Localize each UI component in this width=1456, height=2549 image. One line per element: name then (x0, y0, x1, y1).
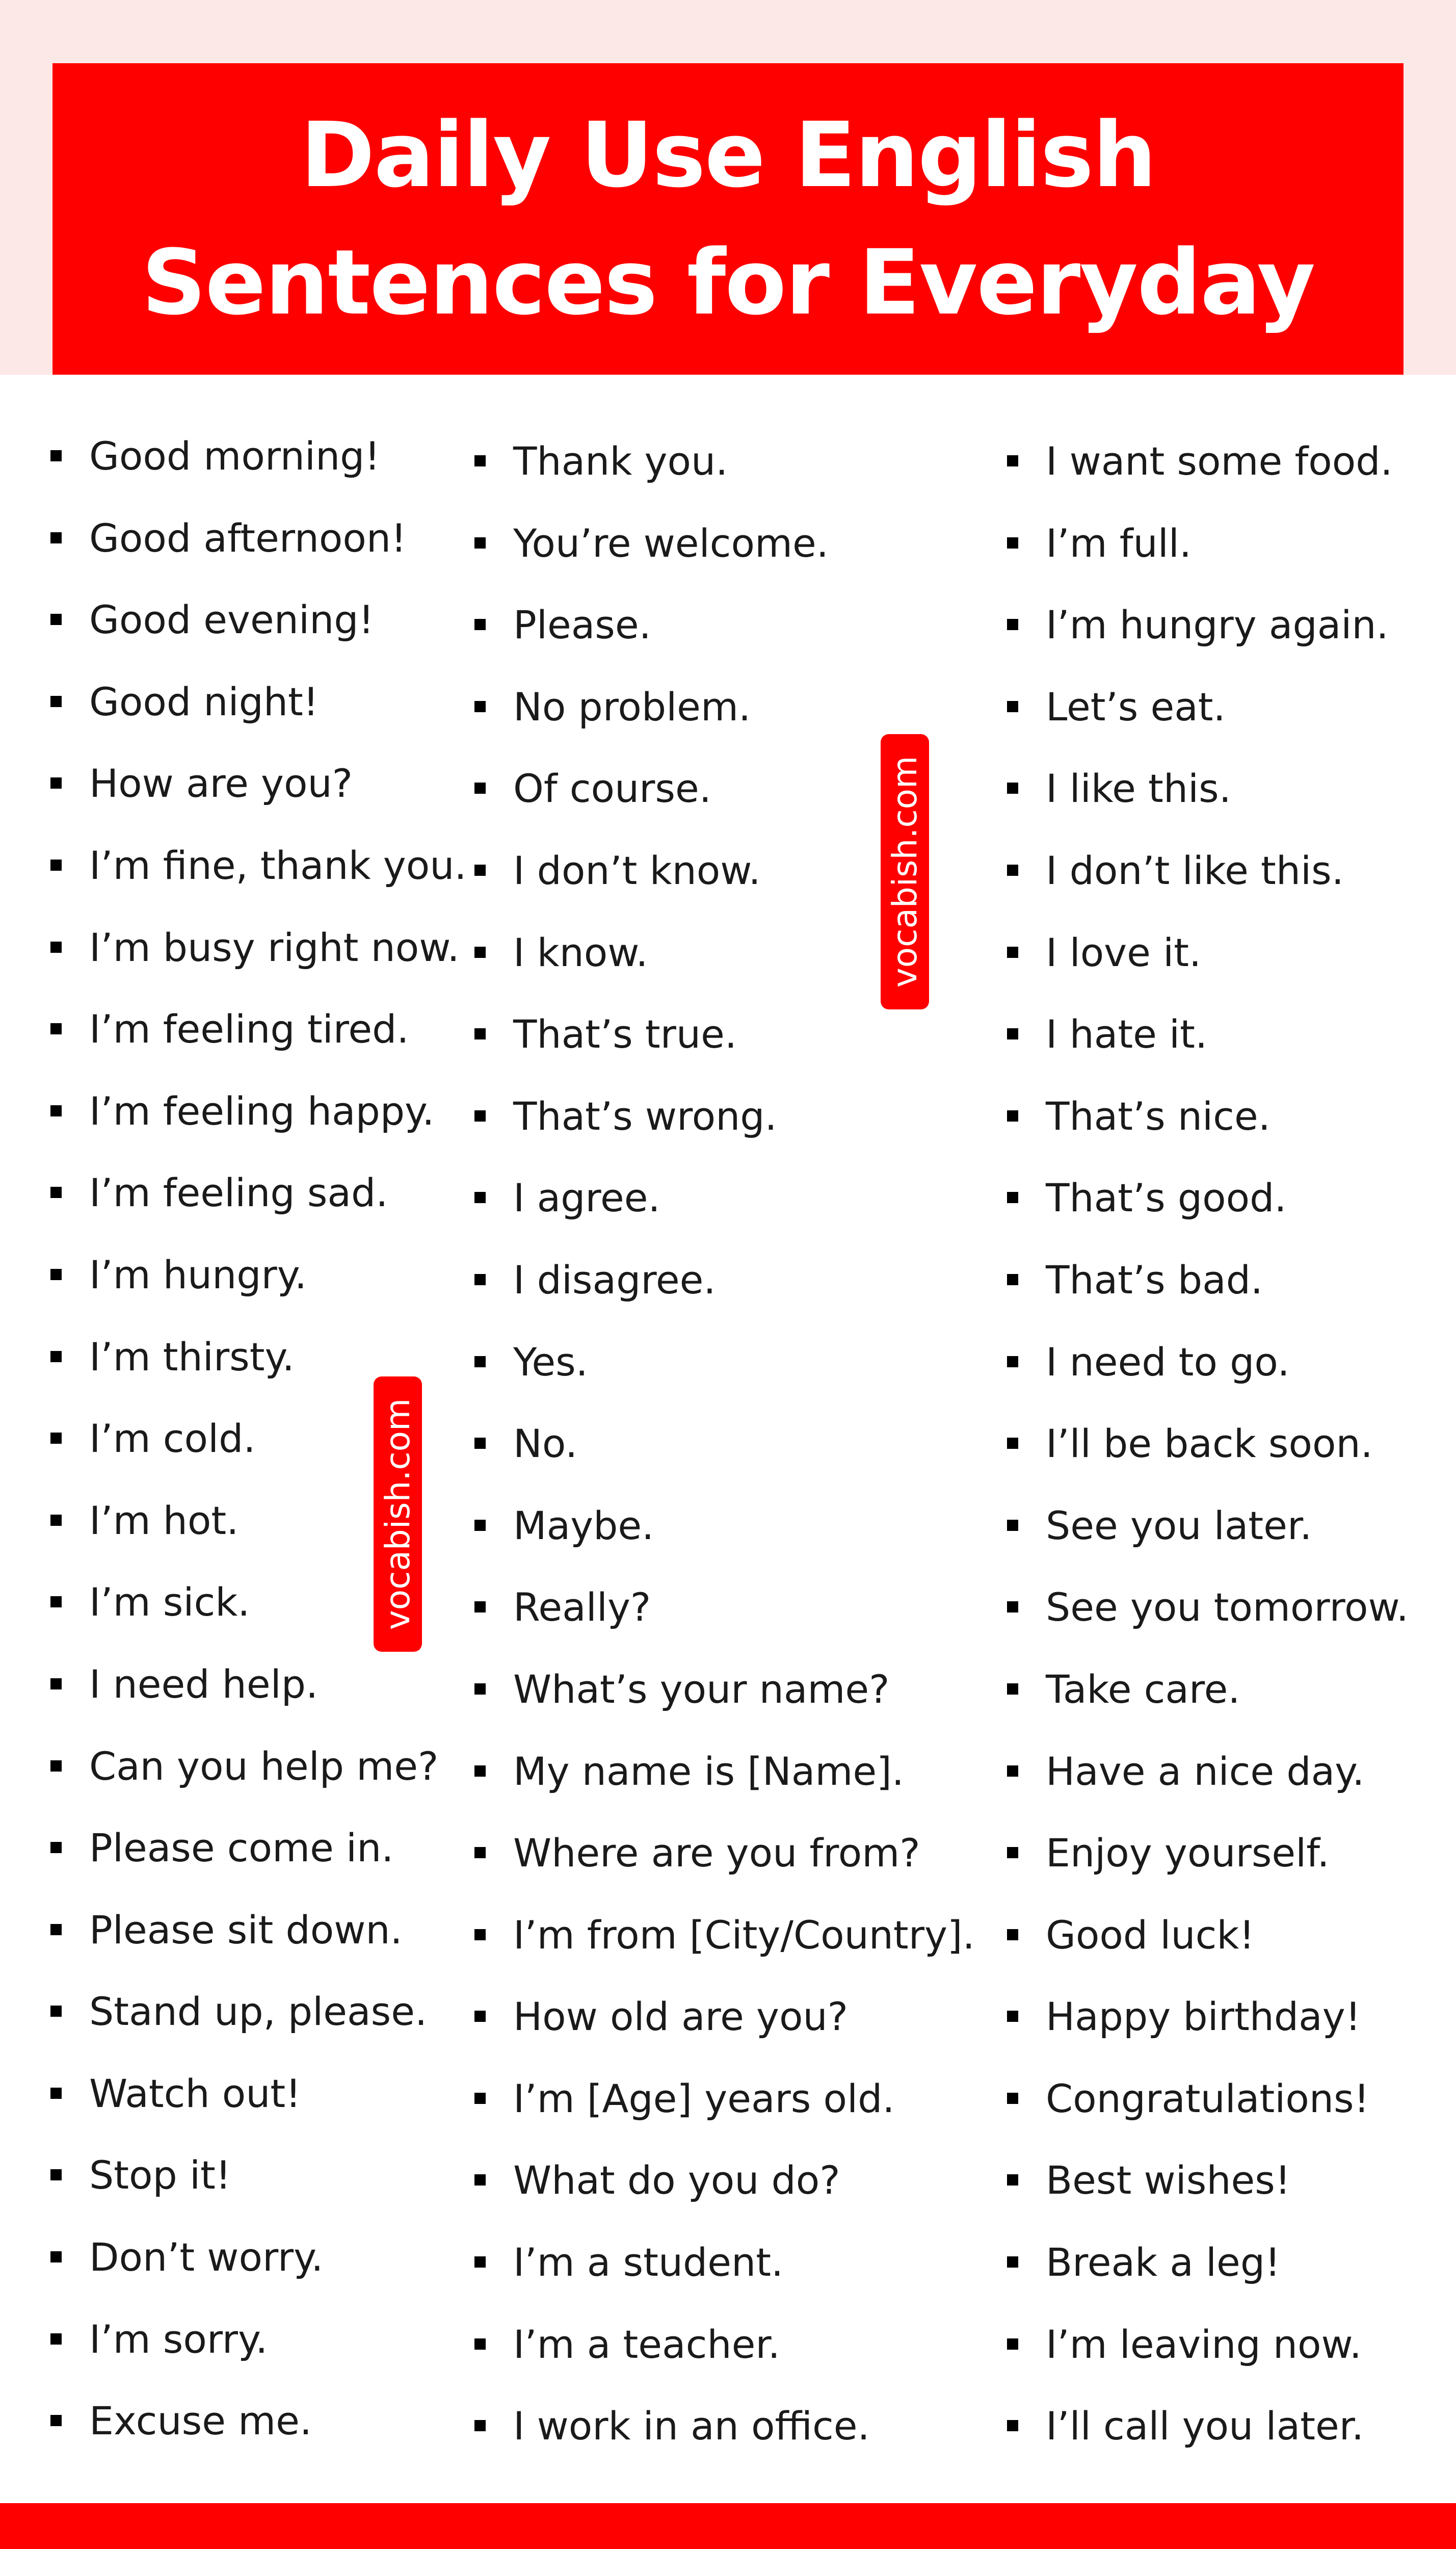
sentence-item: Of course. (472, 748, 975, 830)
sentence-item: Have a nice day. (1005, 1731, 1409, 1813)
sentence-item: Please sit down. (48, 1889, 467, 1971)
sentence-item: Thank you. (472, 421, 975, 503)
sentence-item: See you later. (1005, 1485, 1409, 1567)
sentence-item: I love it. (1005, 912, 1409, 994)
sentence-item: Enjoy yourself. (1005, 1812, 1409, 1894)
sentence-item: I disagree. (472, 1239, 975, 1321)
sentence-item: No. (472, 1403, 975, 1485)
sentence-item: I’m sick. (48, 1562, 467, 1644)
sentence-item: I’m fine, thank you. (48, 825, 467, 907)
sentence-item: I’m from [City/Country]. (472, 1894, 975, 1976)
sentence-item: Stand up, please. (48, 1971, 467, 2053)
sentence-item: I need help. (48, 1644, 467, 1726)
sentence-item: I know. (472, 912, 975, 994)
sentence-item: I’m a student. (472, 2222, 975, 2304)
sentence-item: That’s true. (472, 994, 975, 1076)
sentence-item: I’m busy right now. (48, 907, 467, 989)
sentence-item: I’m hungry. (48, 1234, 467, 1316)
sentence-item: I’m sorry. (48, 2299, 467, 2381)
sentence-item: That’s bad. (1005, 1239, 1409, 1321)
sentence-item: That’s wrong. (472, 1076, 975, 1158)
sentence-item: See you tomorrow. (1005, 1567, 1409, 1649)
sentence-item: Good afternoon! (48, 498, 467, 580)
sentence-list-column-2 (472, 421, 975, 2467)
sentence-item: I’m feeling tired. (48, 989, 467, 1071)
sentence-item: Good morning! (48, 415, 467, 498)
sentence-item: I’m leaving now. (1005, 2304, 1409, 2386)
sentence-item: I’m cold. (48, 1398, 467, 1480)
sentence-item: Please. (472, 584, 975, 666)
sentence-item: What’s your name? (472, 1649, 975, 1731)
sentence-item: I need to go. (1005, 1321, 1409, 1403)
sentence-item: Where are you from? (472, 1812, 975, 1894)
watermark-text: vocabish.com (885, 756, 924, 988)
sentence-item: I like this. (1005, 748, 1409, 830)
sentence-item: How are you? (48, 743, 467, 825)
title-banner (52, 63, 1404, 375)
sentence-item: I’m full. (1005, 503, 1409, 585)
sentence-item: I’ll be back soon. (1005, 1403, 1409, 1485)
sentence-item: Best wishes! (1005, 2140, 1409, 2222)
sentence-item: I don’t like this. (1005, 830, 1409, 912)
sentence-item: I’ll call you later. (1005, 2385, 1409, 2467)
sentence-item: I’m a teacher. (472, 2304, 975, 2386)
sentence-item: I’m hot. (48, 1480, 467, 1562)
sentence-item: I hate it. (1005, 994, 1409, 1076)
title-line-1: Daily Use English (300, 102, 1156, 207)
sentence-item: That’s good. (1005, 1157, 1409, 1239)
sentence-item: Maybe. (472, 1485, 975, 1567)
sentence-item: Happy birthday! (1005, 1976, 1409, 2058)
sentence-list-column-3 (1005, 421, 1409, 2467)
watermark-badge-right (881, 734, 929, 1009)
sentence-item: How old are you? (472, 1976, 975, 2058)
sentence-item: My name is [Name]. (472, 1731, 975, 1813)
sentence-item: Good luck! (1005, 1894, 1409, 1976)
sentence-item: Take care. (1005, 1649, 1409, 1731)
title-line-2: Sentences for Everyday (141, 230, 1315, 335)
sentence-item: I’m thirsty. (48, 1316, 467, 1398)
sentence-item: Stop it! (48, 2135, 467, 2217)
sentence-item: Yes. (472, 1321, 975, 1403)
sentence-item: Please come in. (48, 1807, 467, 1889)
sentence-item: I don’t know. (472, 830, 975, 912)
sentence-item: Really? (472, 1567, 975, 1649)
sentence-item: Good evening! (48, 579, 467, 661)
sentence-item: That’s nice. (1005, 1076, 1409, 1158)
sentence-item: I work in an office. (472, 2385, 975, 2467)
sentence-item: Can you help me? (48, 1726, 467, 1808)
sentence-item: Don’t worry. (48, 2217, 467, 2299)
sentence-item: Excuse me. (48, 2380, 467, 2462)
sentence-item: Break a leg! (1005, 2222, 1409, 2304)
sentence-item: Let’s eat. (1005, 666, 1409, 748)
sentence-item: I want some food. (1005, 421, 1409, 503)
sentence-item: Watch out! (48, 2053, 467, 2135)
sentence-item: Good night! (48, 661, 467, 743)
sentence-item: I’m [Age] years old. (472, 2058, 975, 2140)
sentence-item: You’re welcome. (472, 503, 975, 585)
sentence-item: I agree. (472, 1157, 975, 1239)
sentence-item: I’m hungry again. (1005, 584, 1409, 666)
sentence-item: I’m feeling sad. (48, 1152, 467, 1234)
footer-bar (0, 2503, 1456, 2549)
sentence-item: What do you do? (472, 2140, 975, 2222)
sentence-item: I’m feeling happy. (48, 1071, 467, 1153)
watermark-text: vocabish.com (378, 1398, 417, 1630)
sentence-item: No problem. (472, 666, 975, 748)
watermark-badge-left (374, 1376, 422, 1652)
sentence-item: Congratulations! (1005, 2058, 1409, 2140)
